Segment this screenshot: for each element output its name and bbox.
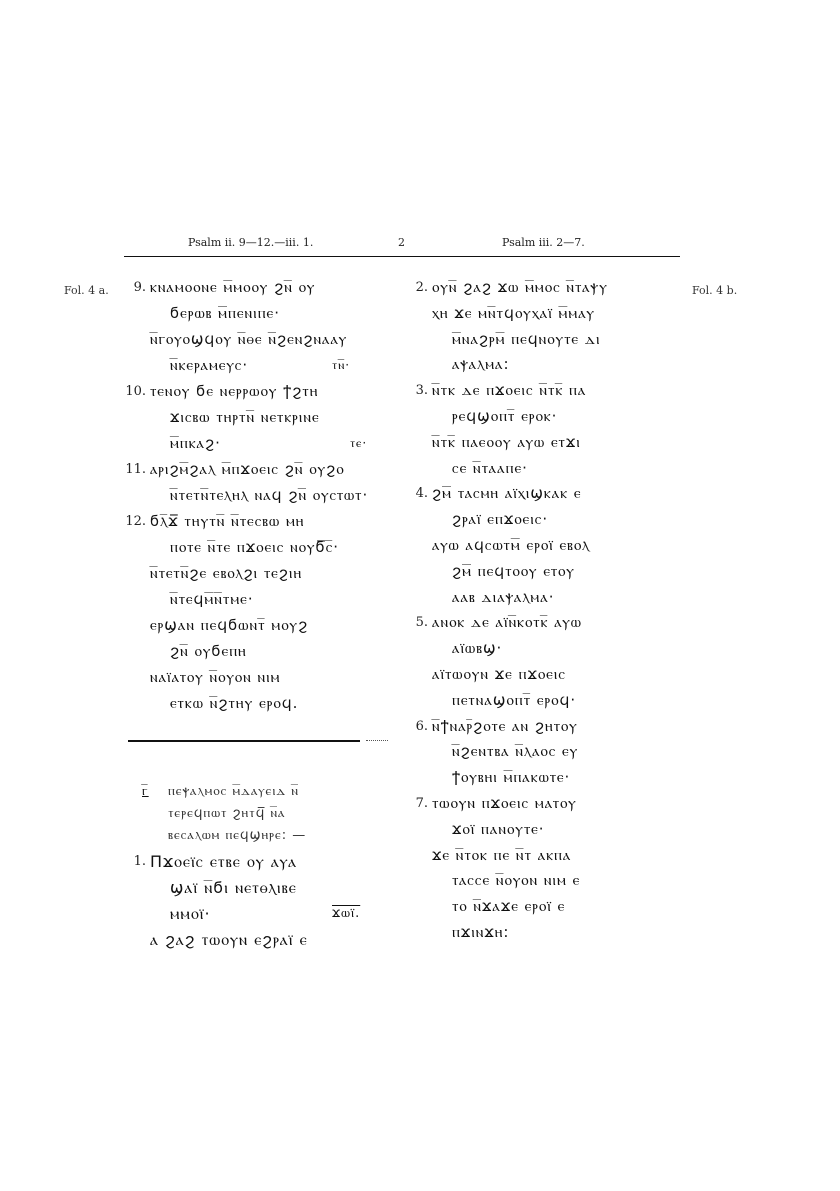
section-divider [128,740,360,742]
text-line: ⲭⲏ ϫⲉ ⲙⲛ̅ⲧϥⲟⲩⲭⲁⲓ̈ ⲙ̅ⲙⲁⲩ [432,303,596,322]
verse-number: 7. [415,796,428,811]
text-line: ⲛ̅ϩⲉⲛⲧⲃⲁ ⲛ̅ⲗⲁⲟⲥ ⲉⲩ [452,742,579,761]
text-line: ⲕⲛⲁⲙⲟⲟⲛⲉ ⲙ̅ⲙⲟⲟⲩ ϩⲛ̅ ⲟⲩ [150,278,316,296]
catchword: ⲧⲛ̅· [332,358,351,372]
text-line: ⲁⲓ̈ⲧⲱⲟⲩⲛ ϫⲉ ⲡϫⲟⲉⲓⲥ [432,665,566,683]
text-line: Πϫⲟⲉⲓ̈ⲥ ⲉⲧⲃⲉ ⲟⲩ ⲁⲩⲁ [150,852,298,871]
verse-number: 3. [415,383,428,399]
text-line: ⲧⲁⲥⲥⲉ ⲛ̅ⲟⲩⲟⲛ ⲛⲓⲙ ⲉ [452,871,581,890]
verse-number: 10. [125,384,146,399]
text-line: ⲙⲙⲟⲓ̈· [170,904,211,923]
running-header [0,232,840,256]
text-line: ⲙ̅ⲛⲁϩⲣⲙ̅ ⲡⲉϥⲛⲟⲩⲧⲉ ⲇⲓ [452,329,601,348]
text-line: ϫⲟⲓ̈ ⲡⲁⲛⲟⲩⲧⲉ· [452,819,545,838]
text-line: ϫⲉ ⲛ̅ⲧⲟⲕ ⲡⲉ ⲛ̅ⲧ ⲁⲕⲡⲁ [432,845,572,864]
text-line: ⲛ̅ⲅⲟⲩⲟϣϥⲟⲩ ⲛ̅ⲑⲉ ⲛ̅ϩⲉⲛϩⲛⲁⲁⲩ [150,330,348,348]
text-line: ⲛ̅ϯⲛⲁⲣ̅ϩⲟⲧⲉ ⲁⲛ ϩⲏⲧⲟⲩ [432,716,578,735]
text-line: ⲁⲯⲁⲗⲙⲁ: [452,355,510,374]
text-line: ⲁⲓ̈ⲱⲃϣ· [452,639,503,658]
verse-number: 12. [125,514,146,529]
text-line: ⲧⲱⲟⲩⲛ ⲡϫⲟⲉⲓⲥ ⲙⲁⲧⲟⲩ [432,794,577,812]
text-line: ϩⲣⲁⲓ̈ ⲉⲡϫⲟⲉⲓⲥ· [452,510,549,529]
verse-number: 2. [415,280,428,295]
text-line: ⲙ̅ⲡⲕⲁϩ· [170,434,221,452]
text-line: ⲛ̅ⲧⲉⲧⲛ̅ⲧⲉⲗⲏⲗ ⲛⲁϥ ϩⲛ̅ ⲟⲩⲥⲧⲱⲧ· [170,486,369,504]
text-line: ⲡⲉⲧⲛⲁϣⲟⲡⲧ̅ ⲉⲣⲟϥ· [452,690,577,709]
text-line: ⲁⲩⲱ ⲁϥⲥⲱⲧⲙ̅ ⲉⲣⲟⲓ̈ ⲉⲃⲟⲗ [432,536,591,554]
text-line: ⲛ̅ⲧⲕ̅ ⲡⲁⲉⲟⲟⲩ ⲁⲩⲱ ⲉⲧϫⲓ [432,432,581,451]
verse-number: 1. [133,854,146,869]
text-line: ⲁ ϩⲁϩ ⲧⲱⲟⲩⲛ ⲉϩⲣⲁⲓ̈ ⲉ [150,930,308,949]
text-line: ϩⲛ̅ ⲟⲩϭⲉⲡⲏ [170,642,247,660]
text-line: ⲛ̅ⲕⲉⲣⲁⲙⲉⲩⲥ· [170,356,249,374]
text-line: ϩⲙ̅ ⲧⲁⲥⲙⲏ ⲁⲓ̈ⲭⲓϣⲕⲁⲕ ⲉ [432,484,582,503]
verse-number: 11. [125,462,146,477]
psalm-title-line: ⲧⲉⲣⲉϥⲡⲱⲧ ϩⲏⲧϥ̅ ⲛ̅ⲁ [168,806,286,821]
text-line: ⲁⲁⲃ ⲇⲓⲁⲯⲁⲗⲙⲁ· [452,587,555,606]
text-line: ⲉⲣϣⲁⲛ ⲡⲉϥϭⲱⲛⲧ̅ ⲙⲟⲩϩ [150,616,309,634]
psalm-number: ⲅ̅ [142,784,149,799]
text-line: ϭⲉⲣⲱⲃ ⲙ̅ⲡⲉⲛⲓⲡⲉ· [170,304,280,322]
text-line: ϩⲙ̅ ⲡⲉϥⲧⲟⲟⲩ ⲉⲧⲟⲩ [452,561,575,580]
folio-left: Fol. 4 a. [64,284,109,297]
text-line: ⲥⲉ ⲛ̅ⲧⲁⲁⲡⲉ· [452,458,528,477]
text-line: ⲛ̅ⲧⲉϥⲙ̅ⲛ̅ⲧⲙⲉ· [170,590,254,608]
text-line: ⲛⲁⲓ̈ⲁⲧⲟⲩ ⲛ̅ⲟⲩⲟⲛ ⲛⲓⲙ [150,668,281,686]
text-line: ϭⲗ̅ϫ̅ ⲧⲏⲩⲧⲛ̅ ⲛ̅ⲧⲉⲥⲃⲱ ⲙⲏ [150,512,305,530]
text-line: ⲧⲟ ⲛ̅ϫⲁϫⲉ ⲉⲣⲟⲓ̈ ⲉ [452,897,566,916]
text-line: ⲁⲛⲟⲕ ⲇⲉ ⲁⲓ̈ⲛ̅ⲕⲟⲧⲕ̅ ⲁⲩⲱ [432,613,582,632]
text-line: ⲡⲟⲧⲉ ⲛ̅ⲧⲉ ⲡϫⲟⲉⲓⲥ ⲛⲟⲩϭ̅ⲥ̅· [170,538,340,556]
header-right: Psalm iii. 2—7. [502,236,585,249]
text-line: ϣⲁⲓ̈ ⲛ̅ϭⲓ ⲛⲉⲧⲑⲗⲓⲃⲉ [170,878,297,897]
text-line: ⲉⲧⲕⲱ ⲛ̅ϩⲧⲏⲩ ⲉⲣⲟϥ. [170,694,299,712]
folio-right: Fol. 4 b. [692,284,738,297]
catchword: ⲧⲉ· [350,436,368,450]
text-line: ϫⲓⲥⲃⲱ ⲧⲏⲣⲧⲛ̅ ⲛⲉⲧⲕⲣⲓⲛⲉ [170,408,320,426]
text-line: ⲣⲉϥϣⲟⲡⲧ̅ ⲉⲣⲟⲕ· [452,407,558,425]
text-line: ⲛ̅ⲧⲉⲧⲛ̅ϩⲉ ⲉⲃⲟⲗϩⲓ ⲧⲉϩⲓⲏ [150,564,303,582]
psalm-title-line: ⲃⲉⲥⲁⲗⲱⲙ ⲡⲉϥϣⲏⲣⲉ: — [168,828,307,843]
psalm-title-line: ⲡⲉⲯⲁⲗⲙⲟⲥ ⲙ̅ⲇⲁⲩⲉⲓⲇ ⲛ̅ [168,784,299,799]
verse-number: 4. [415,486,428,502]
text-line: ⲟⲩⲛ̅ ϩⲁϩ ϫⲱ ⲙ̅ⲙⲟⲥ ⲛ̅ⲧⲁⲯⲩ [432,278,608,296]
verse-number: 9. [133,280,146,295]
text-line: ⲡϫⲓⲛϫⲏ: [452,923,510,941]
verse-number: 5. [415,615,428,631]
page-number: 2 [398,236,405,249]
verse-number: 6. [415,718,428,734]
text-line: ⲛ̅ⲧⲕ ⲇⲉ ⲡϫⲟⲉⲓⲥ ⲛ̅ⲧⲕ̅ ⲡⲁ [432,381,587,400]
text-line: ⲧⲉⲛⲟⲩ ϭⲉ ⲛⲉⲣⲣⲱⲟⲩ ϯϩⲧⲏ [150,382,319,400]
text-line: ⲁⲣⲓϩⲙ̅ϩⲁⲗ ⲙ̅ⲡϫⲟⲉⲓⲥ ϩⲛ̅ ⲟⲩϩⲟ [150,460,345,478]
header-rule [124,256,680,257]
section-divider-dots [366,740,388,742]
text-line: ϯⲟⲩⲃⲏⲓ ⲙ̅ⲡⲁⲕⲱⲧⲉ· [452,768,571,787]
header-left: Psalm ii. 9—12.—iii. 1. [188,236,314,249]
catchword: ϫⲱⲓ̈. [332,906,361,921]
